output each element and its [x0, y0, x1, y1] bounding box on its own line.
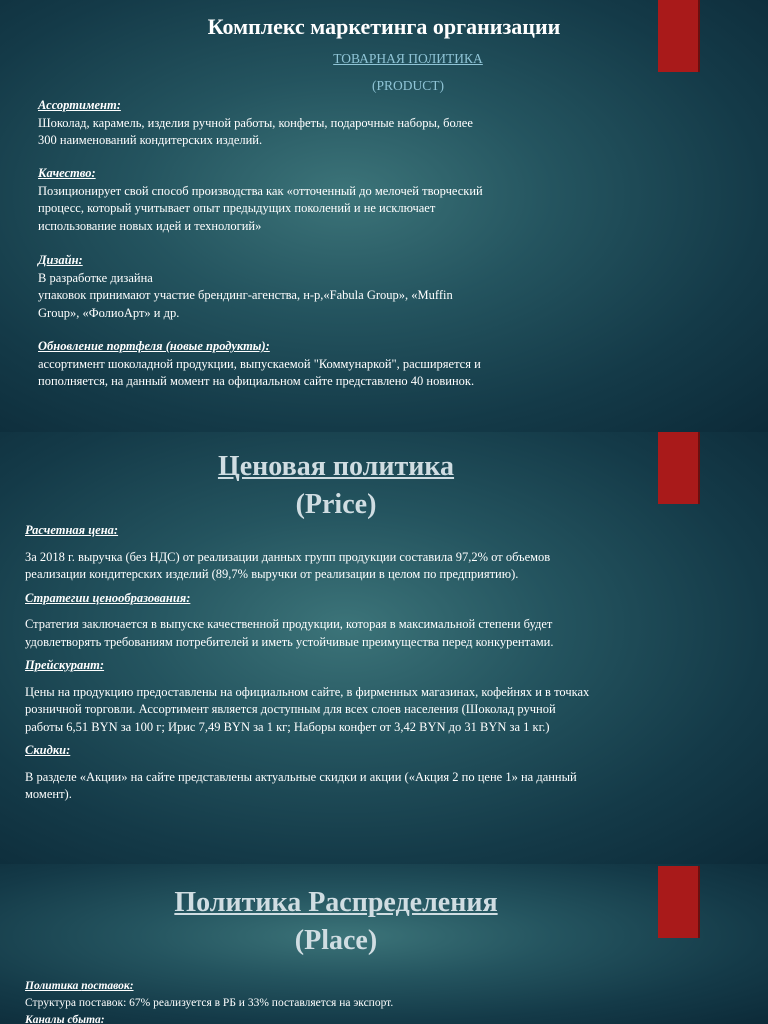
- section-label: Каналы сбыта:: [25, 1014, 105, 1024]
- section-label: Стратегии ценообразования:: [25, 590, 191, 605]
- section-line: упаковок принимают участие брендинг-агенства, н-р,«Fabula Group», «Muffin: [38, 288, 453, 302]
- section-line: За 2018 г. выручка (без НДС) от реализации данных групп продукции составила 97,2% от объемов: [25, 549, 551, 564]
- subtitle-paren: (PRODUCT): [371, 78, 444, 93]
- section-line: момент).: [25, 787, 72, 801]
- section-line: Структура поставок: 67% реализуется в РБ и 33% поставляется на экспорт.: [25, 997, 394, 1009]
- section-line: пополняется, на данный момент на официальном сайте представлено 40 новинок.: [38, 374, 475, 388]
- section-list: [25, 522, 715, 810]
- section-line: В разработке дизайна: [38, 270, 153, 285]
- section-label: Ассортимент:: [38, 98, 121, 112]
- section-line: Group», «ФолиоАрт» и др.: [38, 305, 180, 320]
- section-label: Обновление портфеля (новые продукты):: [38, 339, 270, 353]
- section-line: Шоколад, карамель, изделия ручной работы, конфеты, подарочные наборы, более: [38, 115, 473, 130]
- section-line: Стратегия заключается в выпуске качественной продукции, которая в максимальной степени будет: [25, 617, 553, 631]
- section-text: [25, 769, 715, 804]
- section-text: [25, 684, 715, 737]
- slide-title-paren: (Price): [295, 489, 377, 520]
- section-line: удовлетворять требованиям потребителей и иметь устойчивые преимущества перед конкурентами.: [25, 634, 554, 649]
- section-label: [25, 978, 715, 995]
- section-line: В разделе «Акции» на сайте представлены актуальные скидки и акции («Акция 2 по цене 1» на данный: [25, 769, 577, 784]
- section-line: ассортимент шоколадной продукции, выпускаемой "Коммунаркой", расширяется и: [38, 356, 481, 371]
- section-label: Качество:: [38, 166, 96, 180]
- section-line: процесс, который учитывает опыт предыдущих поколений и не исключает: [38, 201, 436, 215]
- section-label-part: Политика: [25, 980, 82, 992]
- section-assortment: [38, 97, 578, 150]
- section-line: Цены на продукцию предоставлены на официальном сайте, в фирменных магазинах, кофейнях и в точках: [25, 684, 590, 699]
- section-label-part: поставок:: [81, 980, 134, 992]
- section-line: Позиционирует свой способ производства как «отточенный до мелочей творческий: [38, 183, 483, 198]
- section-quality: [38, 165, 578, 235]
- section-text: [25, 616, 715, 651]
- slide-place: [0, 864, 768, 1024]
- section-line: реализации кондитерских изделий (89,7% выручки от реализации в целом по предприятию).: [25, 567, 519, 581]
- section-label: Расчетная цена:: [25, 523, 119, 537]
- slide-title-text: Политика Распределения: [174, 887, 498, 918]
- subtitle-link[interactable]: ТОВАРНАЯ ПОЛИТИКА: [333, 51, 483, 66]
- section-label: Скидки:: [25, 743, 71, 757]
- slide-title: [0, 448, 672, 524]
- section-list: [25, 978, 715, 1024]
- section-line: розничной торговли. Ассортимент является доступным для всех слоев населения (Шоколад ручной: [25, 702, 556, 716]
- slide-title-text: Ценовая политика: [217, 451, 455, 482]
- section-line: 300 наименований кондитерских изделий.: [38, 133, 263, 147]
- slide-title: [0, 884, 672, 960]
- section-label: Дизайн:: [38, 253, 83, 267]
- section-text: [25, 549, 715, 584]
- slide-price: [0, 432, 768, 864]
- slide-title: Комплекс маркетинга организации: [207, 14, 561, 39]
- section-label: Прейскурант:: [25, 658, 105, 672]
- section-design: [38, 252, 578, 322]
- section-line: работы 6,51 BYN за 100 г; Ирис 7,49 BYN за 1 кг; Наборы конфет от 3,42 BYN до 31 BYN за 1 кг.): [25, 719, 550, 734]
- slide-title-paren: (Place): [294, 925, 378, 956]
- section-portfolio: [38, 338, 578, 391]
- slide-product: [0, 0, 768, 432]
- section-line: использование новых идей и технологий»: [38, 218, 262, 233]
